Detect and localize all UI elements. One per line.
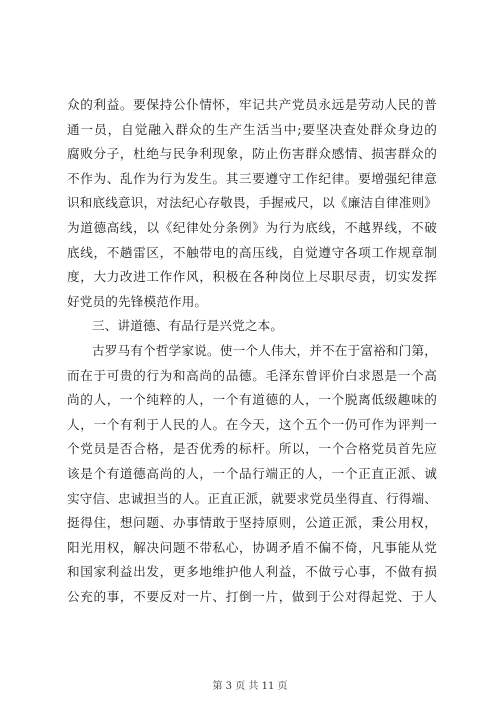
text-line: 和国家利益出发，更多地维护他人利益，不做亏心事，不做有损 bbox=[67, 564, 437, 580]
text-line: 为道德高线，以《纪律处分条例》为行为底线，不越界线，不破 bbox=[67, 219, 437, 235]
body-text bbox=[67, 93, 437, 609]
text-line: 公充的事，不要反对一片、打倒一片，做到于公对得起党、于人 bbox=[67, 588, 437, 604]
page-footer: 第 3 页 共 11 页 bbox=[212, 681, 288, 692]
text-line: 好党员的先锋模范作用。 bbox=[67, 293, 208, 309]
text-line: 识和底线意识，对法纪心存敬畏，手握戒尺，以《廉洁自律准则》 bbox=[67, 195, 437, 211]
text-line: 通一员，自觉融入群众的生产生活当中;要坚决查处群众身边的 bbox=[67, 121, 437, 137]
text-line: 而在于可贵的行为和高尚的品德。毛泽东曾评价白求恩是一个高 bbox=[67, 367, 437, 383]
text-line: 古罗马有个哲学家说。使一个人伟大，并不在于富裕和门第， bbox=[92, 342, 437, 358]
text-line: 人，一个有利于人民的人。在今天，这个五个一仍可作为评判一 bbox=[67, 416, 437, 432]
text-line: 度，大力改进工作作风，积极在各种岗位上尽职尽责，切实发挥 bbox=[67, 269, 437, 285]
text-line: 尚的人，一个纯粹的人，一个有道德的人，一个脱离低级趣味的 bbox=[67, 392, 437, 408]
section-heading: 三、讲道德、有品行是兴党之本。 bbox=[92, 318, 284, 334]
text-line: 实守信、忠诚担当的人。正直正派，就要求党员坐得直、行得端、 bbox=[67, 490, 437, 506]
text-line: 不作为、乱作为行为发生。其三要遵守工作纪律。要增强纪律意 bbox=[67, 170, 437, 186]
text-line: 挺得住，想问题、办事情敢于坚持原则，公道正派，秉公用权， bbox=[67, 515, 437, 531]
text-line: 个党员是否合格，是否优秀的标杆。所以，一个合格党员首先应 bbox=[67, 441, 437, 457]
text-line: 阳光用权，解决问题不带私心，协调矛盾不偏不倚，凡事能从党 bbox=[67, 539, 437, 555]
text-line: 该是个有道德高尚的人，一个品行端正的人，一个正直正派、诚 bbox=[67, 465, 437, 481]
text-line: 腐败分子，杜绝与民争利现象，防止伤害群众感情、损害群众的 bbox=[67, 146, 437, 162]
text-line: 底线，不趟雷区，不触带电的高压线，自觉遵守各项工作规章制 bbox=[67, 244, 437, 260]
text-line: 众的利益。要保持公仆情怀，牢记共产党员永远是劳动人民的普 bbox=[67, 97, 437, 112]
